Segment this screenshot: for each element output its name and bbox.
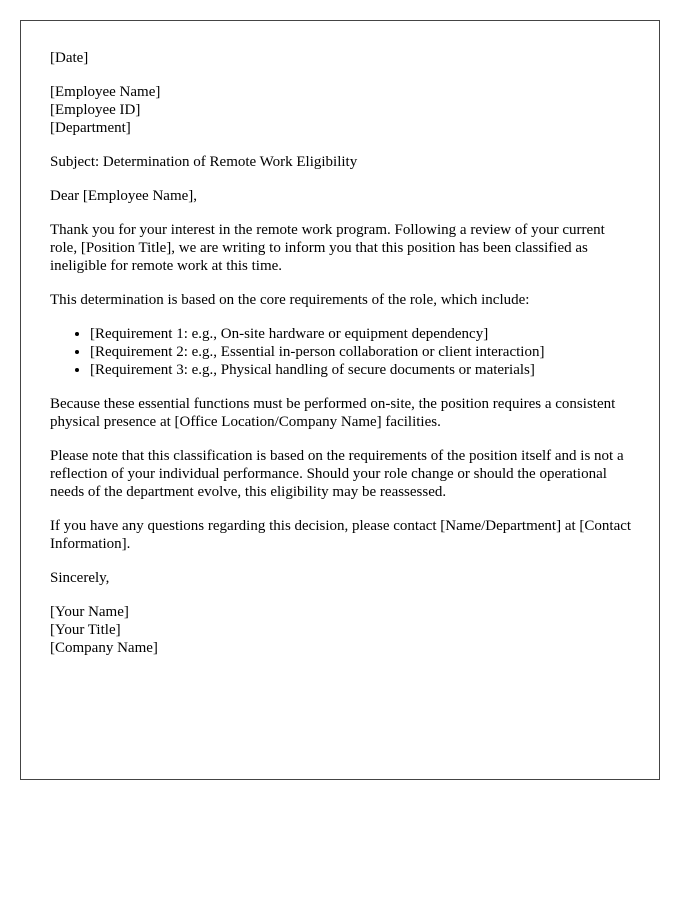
signature-title: [Your Title] [50, 622, 121, 638]
salutation: Dear [Employee Name], [50, 188, 198, 204]
date-block [50, 49, 635, 67]
requirement-item: • [Requirement 1: e.g., On-site hardware or equipment dependency] [90, 325, 635, 343]
requirements-list [50, 325, 635, 379]
signature-company: [Company Name] [50, 640, 158, 656]
signature-block [50, 603, 635, 657]
signature-name: [Your Name] [50, 604, 129, 620]
requirement-item: • [Requirement 3: e.g., Physical handling of secure documents or materials] [90, 361, 635, 379]
paragraph-onsite: Because these essential functions must be performed on-site, the position requires a consistent physical presence at [Office Location/Company Name] facilities. [50, 396, 616, 430]
paragraph-contact: If you have any questions regarding this decision, please contact [Name/Department] at [Contact Information]. [50, 518, 632, 552]
requirement-item: • [Requirement 2: e.g., Essential in-person collaboration or client interaction] [90, 343, 635, 361]
closing: Sincerely, [50, 570, 110, 586]
paragraph-requirements-lead: This determination is based on the core requirements of the role, which include: [50, 292, 530, 308]
paragraph-intro: Thank you for your interest in the remote work program. Following a review of your current role, [Position Title], we are writing to inform you that this position has been classified as ineligible for remote work at this time. [50, 222, 605, 274]
letter-body [50, 49, 635, 673]
recipient-department: [Department] [50, 120, 131, 136]
recipient-block [50, 83, 635, 137]
letter-date: [Date] [50, 50, 89, 66]
subject-line: Subject: Determination of Remote Work Eligibility [50, 154, 358, 170]
letter-page [20, 20, 660, 780]
recipient-name: [Employee Name] [50, 84, 161, 100]
paragraph-performance-note: Please note that this classification is based on the requirements of the position itself and is not a reflection of your individual performance. Should your role change or should the operational needs of the department evolve, this eligibility may be reassessed. [50, 448, 624, 500]
recipient-id: [Employee ID] [50, 102, 141, 118]
